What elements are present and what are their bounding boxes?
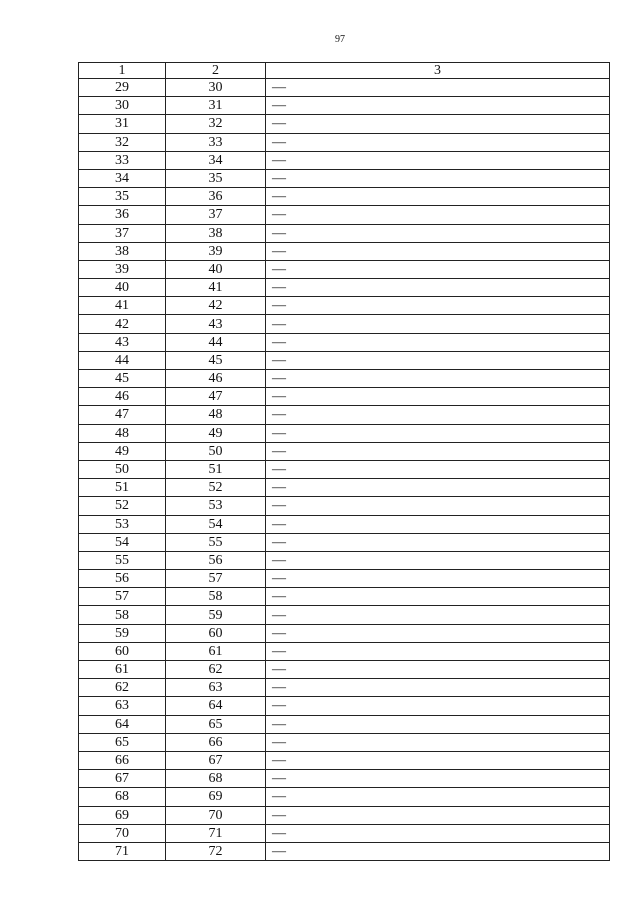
table-cell-col-3: — xyxy=(266,661,610,679)
table-cell-col-2: 71 xyxy=(166,824,266,842)
table-cell-col-2: 60 xyxy=(166,624,266,642)
table-cell-col-2: 41 xyxy=(166,279,266,297)
table-cell-col-3: — xyxy=(266,224,610,242)
table-cell-col-1: 49 xyxy=(79,442,166,460)
column-header-3: 3 xyxy=(266,63,610,79)
table-row xyxy=(79,424,610,442)
table-row xyxy=(79,151,610,169)
table-cell-col-3: — xyxy=(266,770,610,788)
table-row xyxy=(79,79,610,97)
table-row xyxy=(79,388,610,406)
table-cell-col-3: — xyxy=(266,533,610,551)
table-row xyxy=(79,279,610,297)
table-cell-col-1: 39 xyxy=(79,260,166,278)
table-cell-col-3: — xyxy=(266,169,610,187)
table-cell-col-3: — xyxy=(266,370,610,388)
table-cell-col-1: 62 xyxy=(79,679,166,697)
table-cell-col-1: 63 xyxy=(79,697,166,715)
table-cell-col-3: — xyxy=(266,497,610,515)
table-cell-col-3: — xyxy=(266,79,610,97)
table-cell-col-3: — xyxy=(266,260,610,278)
header-row xyxy=(79,63,610,79)
table-row xyxy=(79,297,610,315)
table-row xyxy=(79,406,610,424)
table-cell-col-3: — xyxy=(266,351,610,369)
table-cell-col-1: 71 xyxy=(79,842,166,860)
table-cell-col-3: — xyxy=(266,315,610,333)
table-cell-col-1: 65 xyxy=(79,733,166,751)
table-cell-col-3: — xyxy=(266,588,610,606)
table-cell-col-2: 33 xyxy=(166,133,266,151)
table-cell-col-3: — xyxy=(266,733,610,751)
table-row xyxy=(79,224,610,242)
table-cell-col-1: 68 xyxy=(79,788,166,806)
table-cell-col-2: 53 xyxy=(166,497,266,515)
table-cell-col-3: — xyxy=(266,551,610,569)
table-cell-col-2: 56 xyxy=(166,551,266,569)
table-cell-col-2: 46 xyxy=(166,370,266,388)
table-row xyxy=(79,788,610,806)
table-cell-col-1: 66 xyxy=(79,751,166,769)
table-row xyxy=(79,333,610,351)
table-cell-col-1: 42 xyxy=(79,315,166,333)
table-cell-col-3: — xyxy=(266,788,610,806)
table-cell-col-1: 53 xyxy=(79,515,166,533)
table-cell-col-1: 43 xyxy=(79,333,166,351)
table-row xyxy=(79,551,610,569)
table-cell-col-1: 36 xyxy=(79,206,166,224)
table-row xyxy=(79,679,610,697)
table-cell-col-1: 57 xyxy=(79,588,166,606)
table-cell-col-2: 36 xyxy=(166,188,266,206)
table-cell-col-2: 48 xyxy=(166,406,266,424)
table-cell-col-1: 38 xyxy=(79,242,166,260)
table-cell-col-2: 51 xyxy=(166,460,266,478)
table-cell-col-1: 41 xyxy=(79,297,166,315)
table-row xyxy=(79,697,610,715)
table-cell-col-1: 47 xyxy=(79,406,166,424)
table-cell-col-3: — xyxy=(266,97,610,115)
table-cell-col-2: 61 xyxy=(166,642,266,660)
table-cell-col-1: 48 xyxy=(79,424,166,442)
table-cell-col-3: — xyxy=(266,460,610,478)
table-cell-col-1: 61 xyxy=(79,661,166,679)
table-cell-col-2: 68 xyxy=(166,770,266,788)
table-row xyxy=(79,133,610,151)
table-cell-col-1: 30 xyxy=(79,97,166,115)
table-cell-col-2: 62 xyxy=(166,661,266,679)
data-table xyxy=(78,62,610,861)
table-cell-col-3: — xyxy=(266,715,610,733)
table-cell-col-1: 44 xyxy=(79,351,166,369)
table-cell-col-2: 67 xyxy=(166,751,266,769)
table-row xyxy=(79,606,610,624)
table-cell-col-2: 47 xyxy=(166,388,266,406)
table-row xyxy=(79,533,610,551)
table-cell-col-1: 70 xyxy=(79,824,166,842)
table-cell-col-2: 64 xyxy=(166,697,266,715)
table-cell-col-2: 43 xyxy=(166,315,266,333)
table-cell-col-3: — xyxy=(266,606,610,624)
table-cell-col-2: 34 xyxy=(166,151,266,169)
table-row xyxy=(79,242,610,260)
table-row xyxy=(79,351,610,369)
table-cell-col-3: — xyxy=(266,442,610,460)
table-cell-col-1: 59 xyxy=(79,624,166,642)
table-cell-col-1: 40 xyxy=(79,279,166,297)
table-cell-col-1: 31 xyxy=(79,115,166,133)
table-cell-col-2: 58 xyxy=(166,588,266,606)
table-cell-col-3: — xyxy=(266,624,610,642)
table-cell-col-2: 69 xyxy=(166,788,266,806)
table-cell-col-1: 37 xyxy=(79,224,166,242)
column-header-1: 1 xyxy=(79,63,166,79)
table-cell-col-3: — xyxy=(266,388,610,406)
table-cell-col-1: 51 xyxy=(79,479,166,497)
table-cell-col-2: 50 xyxy=(166,442,266,460)
table-row xyxy=(79,770,610,788)
table-row xyxy=(79,751,610,769)
table-cell-col-1: 52 xyxy=(79,497,166,515)
table-row xyxy=(79,642,610,660)
table-row xyxy=(79,115,610,133)
table-row xyxy=(79,260,610,278)
table-cell-col-1: 56 xyxy=(79,570,166,588)
table-cell-col-2: 31 xyxy=(166,97,266,115)
column-header-2: 2 xyxy=(166,63,266,79)
table-cell-col-3: — xyxy=(266,297,610,315)
table-cell-col-2: 72 xyxy=(166,842,266,860)
table-row xyxy=(79,206,610,224)
table-cell-col-3: — xyxy=(266,697,610,715)
table-cell-col-3: — xyxy=(266,133,610,151)
table-row xyxy=(79,733,610,751)
table-cell-col-2: 45 xyxy=(166,351,266,369)
table-cell-col-3: — xyxy=(266,279,610,297)
table-cell-col-3: — xyxy=(266,151,610,169)
table-cell-col-2: 39 xyxy=(166,242,266,260)
table-row xyxy=(79,661,610,679)
table-cell-col-1: 64 xyxy=(79,715,166,733)
table-row xyxy=(79,460,610,478)
table-cell-col-3: — xyxy=(266,751,610,769)
table-row xyxy=(79,497,610,515)
table-cell-col-2: 37 xyxy=(166,206,266,224)
table-cell-col-1: 54 xyxy=(79,533,166,551)
table-cell-col-1: 29 xyxy=(79,79,166,97)
table-cell-col-1: 32 xyxy=(79,133,166,151)
table-cell-col-3: — xyxy=(266,824,610,842)
table-cell-col-3: — xyxy=(266,206,610,224)
table-cell-col-1: 69 xyxy=(79,806,166,824)
table-cell-col-2: 52 xyxy=(166,479,266,497)
table-cell-col-2: 55 xyxy=(166,533,266,551)
table-cell-col-2: 30 xyxy=(166,79,266,97)
table-cell-col-1: 45 xyxy=(79,370,166,388)
table-cell-col-1: 58 xyxy=(79,606,166,624)
table-cell-col-2: 44 xyxy=(166,333,266,351)
table-row xyxy=(79,370,610,388)
table-cell-col-2: 38 xyxy=(166,224,266,242)
table-cell-col-3: — xyxy=(266,842,610,860)
table-header xyxy=(79,63,610,79)
table-cell-col-2: 32 xyxy=(166,115,266,133)
table-cell-col-2: 40 xyxy=(166,260,266,278)
table-row xyxy=(79,715,610,733)
table-cell-col-3: — xyxy=(266,115,610,133)
table-cell-col-2: 63 xyxy=(166,679,266,697)
table-cell-col-1: 55 xyxy=(79,551,166,569)
table-cell-col-2: 35 xyxy=(166,169,266,187)
table-row xyxy=(79,570,610,588)
table-row xyxy=(79,169,610,187)
table-row xyxy=(79,806,610,824)
table-cell-col-3: — xyxy=(266,242,610,260)
table-cell-col-1: 46 xyxy=(79,388,166,406)
table-row xyxy=(79,97,610,115)
table-row xyxy=(79,479,610,497)
table-cell-col-3: — xyxy=(266,679,610,697)
table-cell-col-3: — xyxy=(266,570,610,588)
table-cell-col-1: 33 xyxy=(79,151,166,169)
table-cell-col-3: — xyxy=(266,642,610,660)
table-cell-col-2: 42 xyxy=(166,297,266,315)
table-row xyxy=(79,315,610,333)
table-cell-col-1: 35 xyxy=(79,188,166,206)
page-number: 97 xyxy=(335,34,345,45)
table-cell-col-3: — xyxy=(266,424,610,442)
table-cell-col-3: — xyxy=(266,806,610,824)
table-row xyxy=(79,624,610,642)
table-cell-col-2: 49 xyxy=(166,424,266,442)
table-row xyxy=(79,588,610,606)
table-cell-col-2: 57 xyxy=(166,570,266,588)
table-cell-col-2: 54 xyxy=(166,515,266,533)
table-cell-col-3: — xyxy=(266,479,610,497)
table-row xyxy=(79,842,610,860)
table-body xyxy=(79,79,610,861)
table-cell-col-2: 70 xyxy=(166,806,266,824)
table-row xyxy=(79,188,610,206)
table-cell-col-1: 60 xyxy=(79,642,166,660)
table-cell-col-1: 50 xyxy=(79,460,166,478)
table-cell-col-2: 59 xyxy=(166,606,266,624)
table-cell-col-3: — xyxy=(266,515,610,533)
table-row xyxy=(79,824,610,842)
table-row xyxy=(79,515,610,533)
table-cell-col-1: 34 xyxy=(79,169,166,187)
table-row xyxy=(79,442,610,460)
table-cell-col-2: 65 xyxy=(166,715,266,733)
table-cell-col-1: 67 xyxy=(79,770,166,788)
table-cell-col-3: — xyxy=(266,333,610,351)
table-cell-col-2: 66 xyxy=(166,733,266,751)
table-cell-col-3: — xyxy=(266,406,610,424)
table-cell-col-3: — xyxy=(266,188,610,206)
